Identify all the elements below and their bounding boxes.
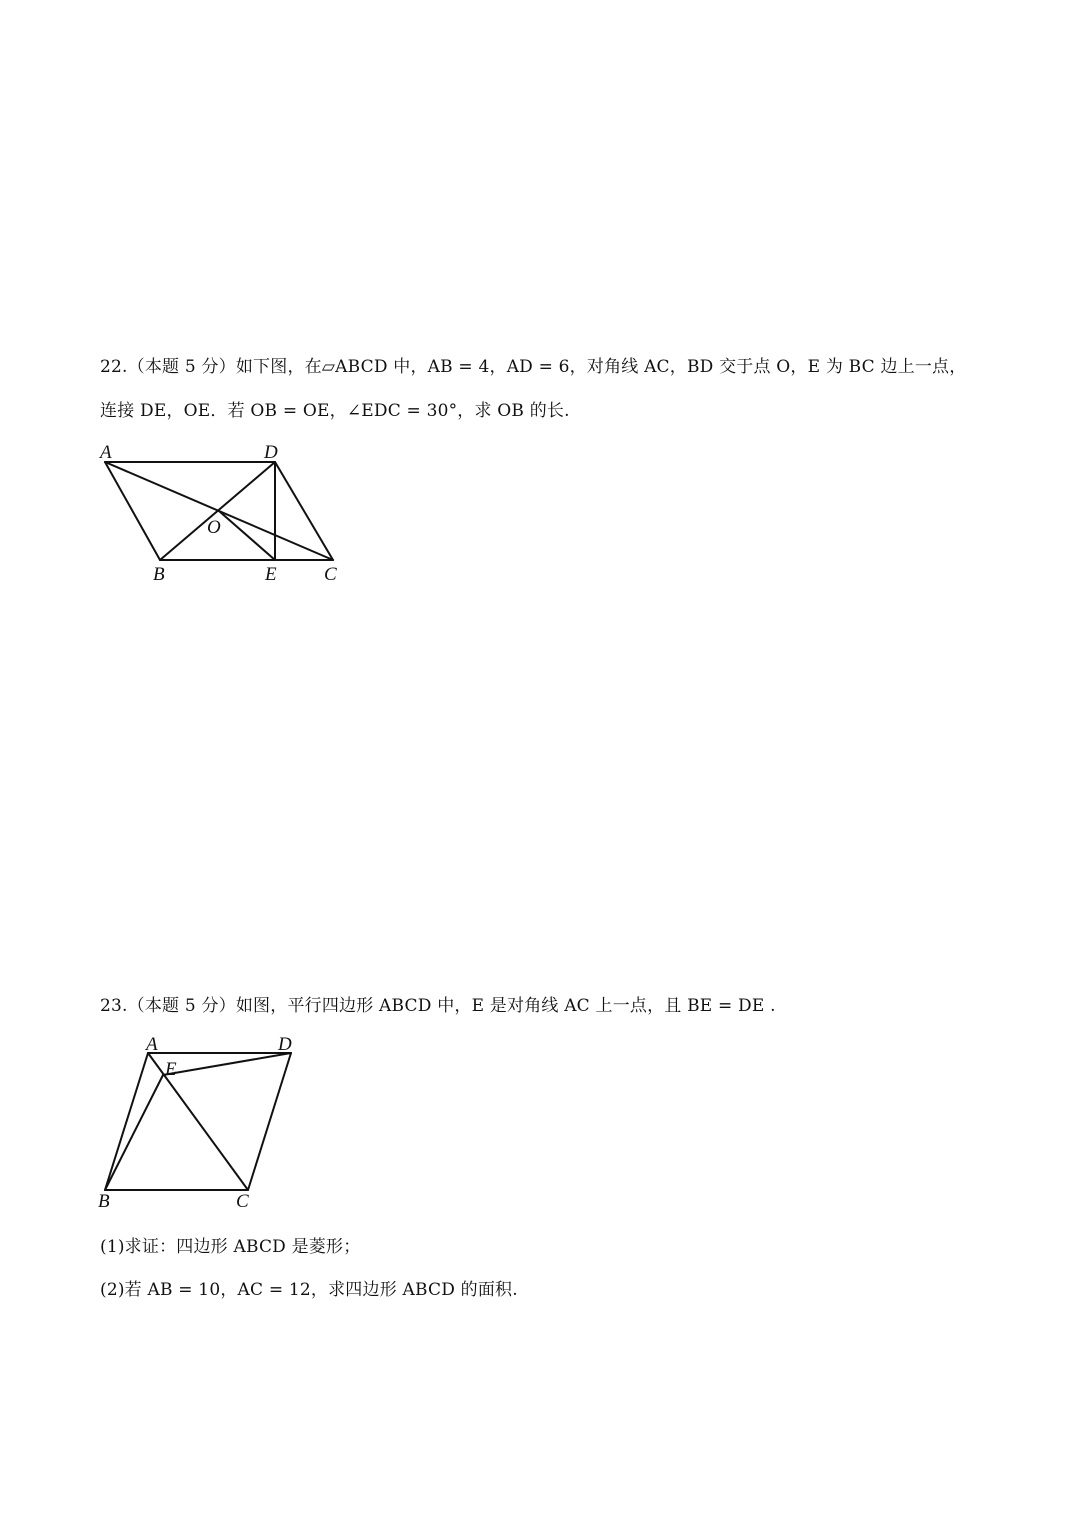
q22-text-line2: 连接 DE，OE．若 OB = OE，∠EDC = 30°，求 OB 的长.: [100, 401, 570, 421]
q22-label-B: B: [153, 564, 165, 585]
q22-label-D: D: [264, 442, 278, 463]
q23-segment-DE: [163, 1053, 291, 1075]
q22-parallelogram-figure: [95, 438, 355, 588]
q22-segment-OE: [219, 511, 275, 560]
q22-label-E: E: [265, 564, 277, 585]
q22-side-DC: [275, 462, 333, 560]
q23-label-C: C: [236, 1191, 249, 1212]
q22-label-C: C: [324, 564, 337, 585]
q22-label-A: A: [100, 442, 112, 463]
q22-label-O: O: [207, 517, 221, 538]
q23-part2-text: (2)若 AB = 10，AC = 12，求四边形 ABCD 的面积.: [100, 1280, 518, 1300]
q23-label-A: A: [146, 1034, 158, 1055]
q22-side-AB: [105, 462, 160, 560]
q23-segment-BE: [105, 1075, 163, 1190]
q23-side-AB: [105, 1053, 148, 1190]
q23-label-B: B: [98, 1191, 110, 1212]
q23-text-line1: 23.（本题 5 分）如图，平行四边形 ABCD 中，E 是对角线 AC 上一点，且 BE = DE .: [100, 996, 776, 1016]
q23-side-DC: [248, 1053, 291, 1190]
q23-rhombus-figure: [95, 1030, 315, 1215]
q23-diagonal-AC: [148, 1053, 248, 1190]
q23-label-D: D: [278, 1034, 292, 1055]
q23-label-E: E: [165, 1059, 177, 1080]
q23-part1-text: (1)求证：四边形 ABCD 是菱形；: [100, 1237, 361, 1257]
q22-text-line1: 22.（本题 5 分）如下图，在▱ABCD 中，AB = 4，AD = 6，对角线 AC，BD 交于点 O，E 为 BC 边上一点，: [100, 357, 967, 377]
